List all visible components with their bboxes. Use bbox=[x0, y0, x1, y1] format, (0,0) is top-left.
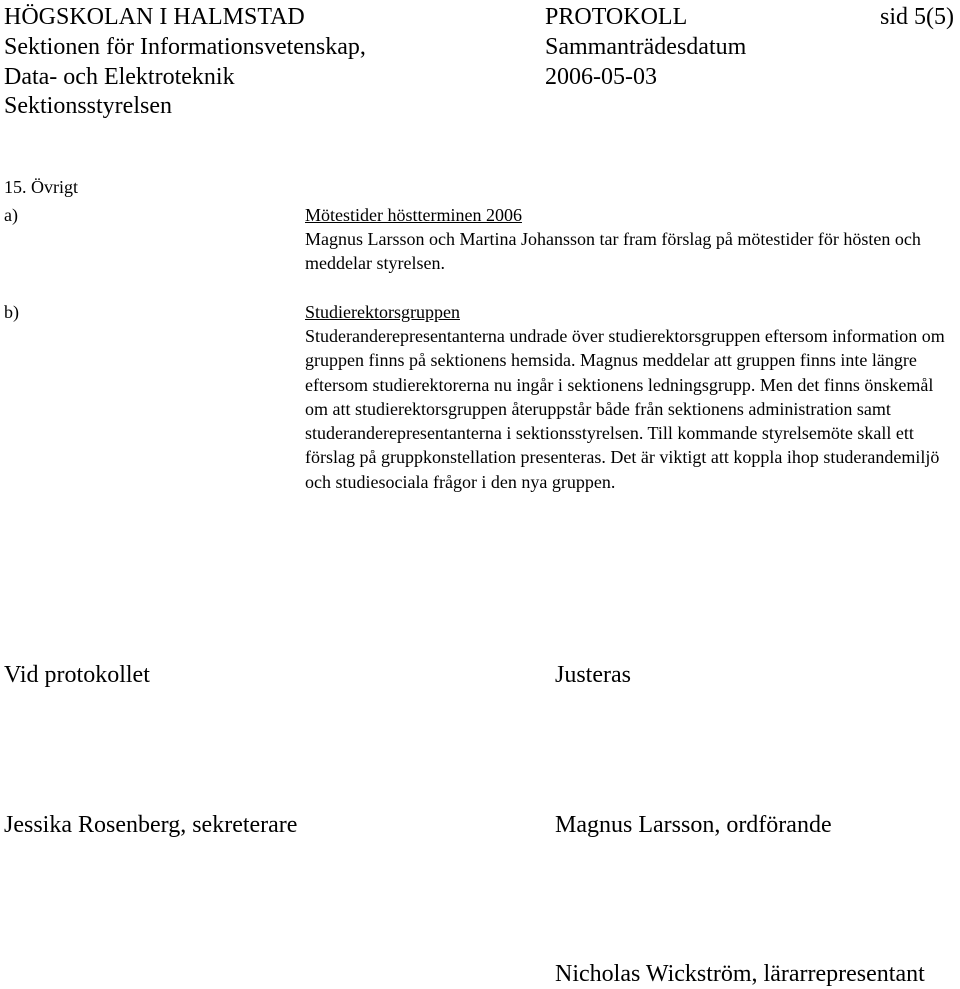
item-b-text: Studeranderepresentanterna undrade över studierektorsgruppen eftersom information om gruppen finns på sektionens hemsida. Magnus meddelar att gruppen finns inte längre eftersom studierektorerna nu ingår i sektionens ledningsgrupp. Men det finns önskemål om att studierektorsgruppen återuppstår både från sektionens administration samt studeranderepresentanterna i sektionsstyrelsen. Till kommande styrelsemöte skall ett förslag på gruppkonstellation presenteras. Det är viktigt att koppla ihop studerandemiljö och studiesociala frågor i den nya gruppen. bbox=[305, 326, 945, 492]
department-line-2: Data- och Elektroteknik bbox=[4, 64, 235, 90]
board-name: Sektionsstyrelsen bbox=[4, 93, 172, 119]
item-b-title: Studierektorsgruppen bbox=[305, 302, 460, 322]
signature-label-approved: Justeras bbox=[555, 662, 631, 688]
item-b-marker: b) bbox=[4, 302, 19, 322]
signature-name-secretary: Jessika Rosenberg, sekreterare bbox=[4, 812, 298, 838]
department-line-1: Sektionen för Informationsvetenskap, bbox=[4, 34, 366, 60]
item-a-text: Magnus Larsson och Martina Johansson tar fram förslag på mötestider för hösten och meddelar styrelsen. bbox=[305, 229, 921, 274]
item-a-title: Mötestider höstterminen 2006 bbox=[305, 205, 522, 225]
page-indicator: sid 5(5) bbox=[880, 4, 954, 30]
signature-name-teacher-rep: Nicholas Wickström, lärarrepresentant bbox=[555, 961, 925, 987]
item-a-marker: a) bbox=[4, 205, 18, 225]
document-type: PROTOKOLL bbox=[545, 4, 688, 30]
institution-name: HÖGSKOLAN I HALMSTAD bbox=[4, 4, 305, 30]
signature-name-chair: Magnus Larsson, ordförande bbox=[555, 812, 832, 838]
meeting-date: 2006-05-03 bbox=[545, 64, 657, 90]
section-heading: 15. Övrigt bbox=[4, 177, 78, 197]
signature-label-protocol: Vid protokollet bbox=[4, 662, 150, 688]
meeting-date-label: Sammanträdesdatum bbox=[545, 34, 747, 60]
